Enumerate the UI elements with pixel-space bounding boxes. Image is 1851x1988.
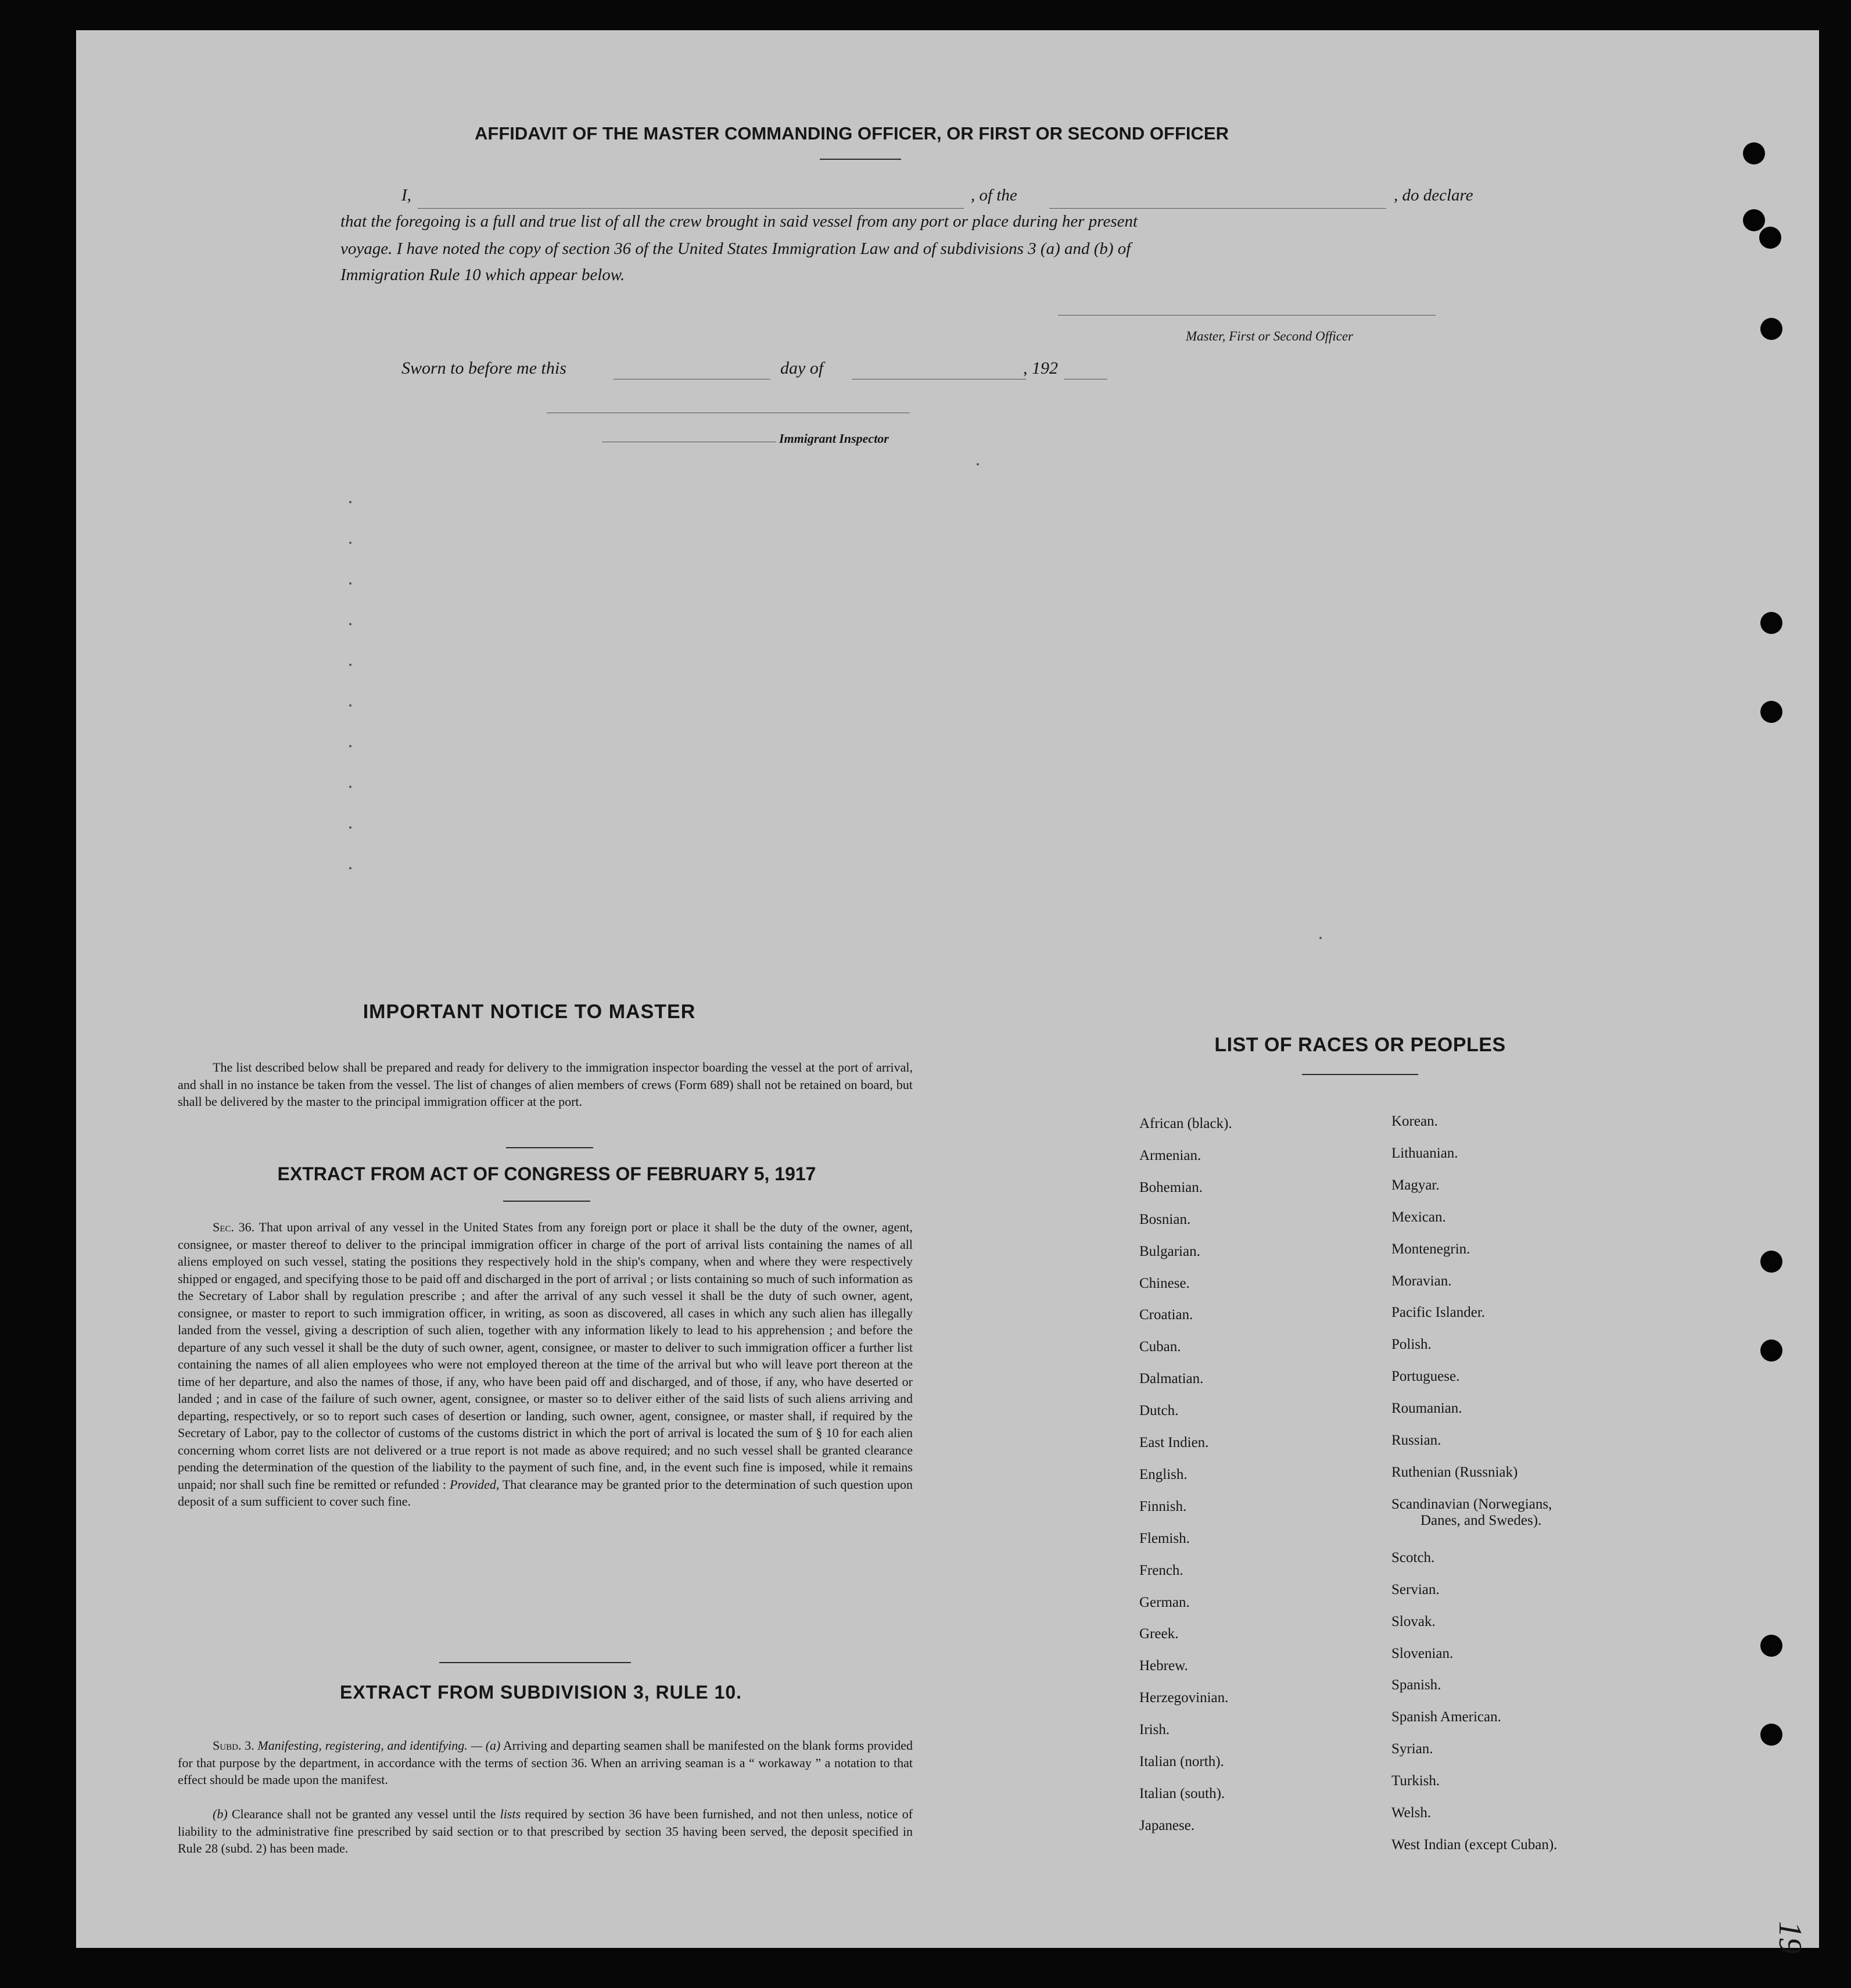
race-item: Cuban. <box>1139 1339 1181 1355</box>
binder-hole <box>1743 209 1765 231</box>
rule-subd-label: Subd. 3. <box>213 1738 254 1753</box>
speck <box>349 826 351 829</box>
race-item: French. <box>1139 1562 1183 1578</box>
act-sec-label: Sec. 36. <box>213 1220 255 1234</box>
race-item: Italian (south). <box>1139 1785 1225 1801</box>
act-divider <box>503 1201 590 1202</box>
race-item: Russian. <box>1391 1432 1441 1448</box>
inspector-caption: Immigrant Inspector <box>779 431 889 446</box>
race-item: German. <box>1139 1594 1190 1610</box>
race-item: Hebrew. <box>1139 1658 1188 1674</box>
rule-part-b <box>178 1806 913 1857</box>
rule-subd-heading: Manifesting, registering, and identifying. <box>257 1738 468 1753</box>
speck <box>349 786 351 788</box>
race-item: Bulgarian. <box>1139 1243 1200 1259</box>
race-item: Slovenian. <box>1391 1645 1454 1661</box>
notice-body: The list described below shall be prepared and ready for delivery to the immigration inspector boarding the vessel at the port of arrival, and shall in no instance be taken from the vessel. The list of changes of alien members of crews (Form 689) shall not be retained on board, but shall be delivered by the master to the principal immigration officer at the port. <box>178 1060 913 1109</box>
binder-hole <box>1760 612 1782 634</box>
race-item: West Indian (except Cuban). <box>1391 1836 1558 1853</box>
race-item: Armenian. <box>1139 1147 1201 1163</box>
rule-part-b-label: (b) <box>213 1807 228 1821</box>
speck <box>1319 937 1322 939</box>
race-item: Japanese. <box>1139 1817 1195 1833</box>
speck <box>349 501 351 503</box>
rule-part-b-text-2: required by section 36 have been furnished, and not then unless, notice of liability to the administrative fine prescribed by said section or to that prescribed by section 35 having been served, the deposit specified in Rule 28 (subd. 2) has been made. <box>178 1807 913 1856</box>
race-item: Lithuanian. <box>1391 1145 1458 1161</box>
act-body-end: That clearance may be granted prior to the determination of such question upon deposit of a sum sufficient to cover such fine. <box>178 1477 913 1509</box>
race-item: East Indien. <box>1139 1435 1209 1450</box>
speck <box>349 623 351 625</box>
notice-title: IMPORTANT NOTICE TO MASTER <box>363 1001 696 1023</box>
race-item: Roumanian. <box>1391 1400 1462 1417</box>
race-item: Bohemian. <box>1139 1179 1203 1195</box>
race-item: English. <box>1139 1466 1188 1482</box>
race-item: Italian (north). <box>1139 1754 1224 1770</box>
act-body-text: That upon arrival of any vessel in the United States from any foreign port or place it shall be the duty of the owner, agent, consignee, or master thereof to deliver to the principal immigration officer in charge of the port of arrival lists containing the names of all aliens employed on such vessel, stating the positions they respectively hold in the ship's company, when and where they were respectively shipped or engaged, and specifying those to be paid off and discharged in the port of arrival ; or lists containing so much of such information as the Secretary of Labor shall by regulation prescribe ; and after the arrival of any such vessel it shall be the duty of such owner, agent, consignee, or master to report to such immigration officer, in writing, as soon as discovered, all cases in which any such alien has illegally landed from the vessel, giving a description of such alien, together with any information likely to lead to his apprehension ; and before the departure of any such vessel it shall be the duty of such owner, agent, consignee, or master to deliver to such immigration officer a further list containing the names of all alien employees who were not employed thereon at the time of the arrival but who will leave port thereon at the time of her departure, and also the names of those, if any, who have been paid off and discharged, and of those, if any, who have deserted or landed ; and in case of the failure of such owner, agent, consignee, or master so to deliver either of the said lists of such aliens arriving and departing, respectively, or so to report such cases of desertion or landing, such owner, agent, consignee, or master shall, if required by the Secretary of Labor, pay to the collector of customs of the customs district in which the port of arrival is located the sum of § 10 for each alien concerning whom corret lists are not delivered or a true report is not made as above required; and no such vessel shall be granted clearance pending the determination of the question of the liability to the payment of such fine, and, in the event such fine is imposed, while it remains unpaid; nor shall such fine be remitted or refunded : <box>178 1220 913 1492</box>
rule-part-a <box>178 1737 913 1789</box>
speck <box>977 463 979 465</box>
race-item: Spanish American. <box>1391 1709 1501 1725</box>
affidavit-do-declare: , do declare <box>1394 186 1473 205</box>
race-item: Portuguese. <box>1391 1369 1460 1385</box>
race-item: Welsh. <box>1391 1805 1432 1821</box>
rule-part-a-label: — (a) <box>471 1738 501 1753</box>
notice-divider <box>506 1147 593 1148</box>
affidavit-line-3: Immigration Rule 10 which appear below. <box>340 266 625 284</box>
races-divider <box>1302 1074 1418 1075</box>
race-item: African (black). <box>1139 1116 1232 1131</box>
race-item: Mexican. <box>1391 1209 1446 1225</box>
rule-part-a-text: Arriving and departing seamen shall be manifested on the blank forms provided for that purpose by the department, in accordance with the terms of section 36. When an arriving seaman is a “ workaway ” a notation to that effect should be made upon the manifest. <box>178 1738 913 1787</box>
rank-blank[interactable] <box>1049 208 1386 209</box>
rule-title: EXTRACT FROM SUBDIVISION 3, RULE 10. <box>339 1682 742 1703</box>
act-end-divider <box>439 1662 631 1663</box>
speck <box>349 664 351 666</box>
race-item: Korean. <box>1391 1113 1438 1129</box>
speck <box>349 745 351 747</box>
sworn-text: Sworn to before me this <box>401 359 566 378</box>
affidavit-of-the: , of the <box>971 186 1017 205</box>
race-item: Scandinavian (Norwegians, <box>1391 1496 1552 1512</box>
affidavit-line-2: voyage. I have noted the copy of section 36 of the United States Immigration Law and of subdivisions 3 (a) and (b) of <box>340 239 1131 258</box>
rule-part-b-text-1: Clearance shall not be granted any vessel until the <box>231 1807 496 1821</box>
margin-mark: 19 <box>1772 1921 1808 1954</box>
affidavit-title: AFFIDAVIT OF THE MASTER COMMANDING OFFICER, OR FIRST OR SECOND OFFICER <box>475 123 1229 144</box>
binder-hole <box>1760 1339 1782 1362</box>
race-item: Dalmatian. <box>1139 1371 1204 1387</box>
act-title: EXTRACT FROM ACT OF CONGRESS OF FEBRUARY 5, 1917 <box>277 1163 816 1184</box>
binder-hole <box>1760 1635 1782 1657</box>
binder-hole <box>1760 1251 1782 1273</box>
binder-hole <box>1760 701 1782 723</box>
race-item: Herzegovinian. <box>1139 1690 1229 1706</box>
day-of-text: day of <box>780 359 824 378</box>
race-item: Scotch. <box>1391 1549 1435 1566</box>
binder-hole <box>1743 142 1765 164</box>
race-item: Magyar. <box>1391 1177 1440 1193</box>
act-body <box>178 1219 913 1510</box>
name-blank[interactable] <box>418 208 964 209</box>
master-signature-line[interactable] <box>1058 315 1436 316</box>
race-item: Irish. <box>1139 1722 1170 1738</box>
race-item: Chinese. <box>1139 1275 1190 1291</box>
race-item: Spanish. <box>1391 1677 1441 1693</box>
race-item: Moravian. <box>1391 1273 1452 1289</box>
race-item: Croatian. <box>1139 1307 1193 1323</box>
year-text: , 192 <box>1023 359 1058 378</box>
race-item: Ruthenian (Russniak) <box>1391 1464 1518 1480</box>
race-item: Dutch. <box>1139 1403 1179 1419</box>
race-item: Bosnian. <box>1139 1211 1191 1227</box>
race-item: Flemish. <box>1139 1530 1190 1546</box>
form-page <box>76 30 1819 1954</box>
speck <box>349 582 351 585</box>
binder-hole <box>1760 318 1782 340</box>
master-caption: Master, First or Second Officer <box>1186 329 1354 343</box>
affidavit-line-1: that the foregoing is a full and true list of all the crew brought in said vessel from any port or place during her present <box>340 212 1138 231</box>
race-item: Finnish. <box>1139 1498 1187 1514</box>
race-item: Syrian. <box>1391 1741 1433 1757</box>
speck <box>349 704 351 707</box>
race-item: Servian. <box>1391 1581 1440 1597</box>
title-underline <box>820 159 901 160</box>
speck <box>349 867 351 869</box>
race-item: Polish. <box>1391 1337 1432 1353</box>
race-item: Turkish. <box>1391 1773 1440 1789</box>
speck <box>349 542 351 544</box>
binder-hole <box>1760 1724 1782 1746</box>
race-item: Danes, and Swedes). <box>1420 1512 1542 1528</box>
binder-hole <box>1759 227 1781 249</box>
act-provided: Provided, <box>450 1477 500 1492</box>
race-item: Greek. <box>1139 1626 1179 1642</box>
race-item: Montenegrin. <box>1391 1241 1470 1257</box>
race-item: Slovak. <box>1391 1613 1436 1629</box>
race-item: Pacific Islander. <box>1391 1305 1486 1321</box>
affidavit-i: I, <box>401 186 411 205</box>
races-title: LIST OF RACES OR PEOPLES <box>1214 1034 1506 1056</box>
rule-part-b-lists: lists <box>500 1807 521 1821</box>
